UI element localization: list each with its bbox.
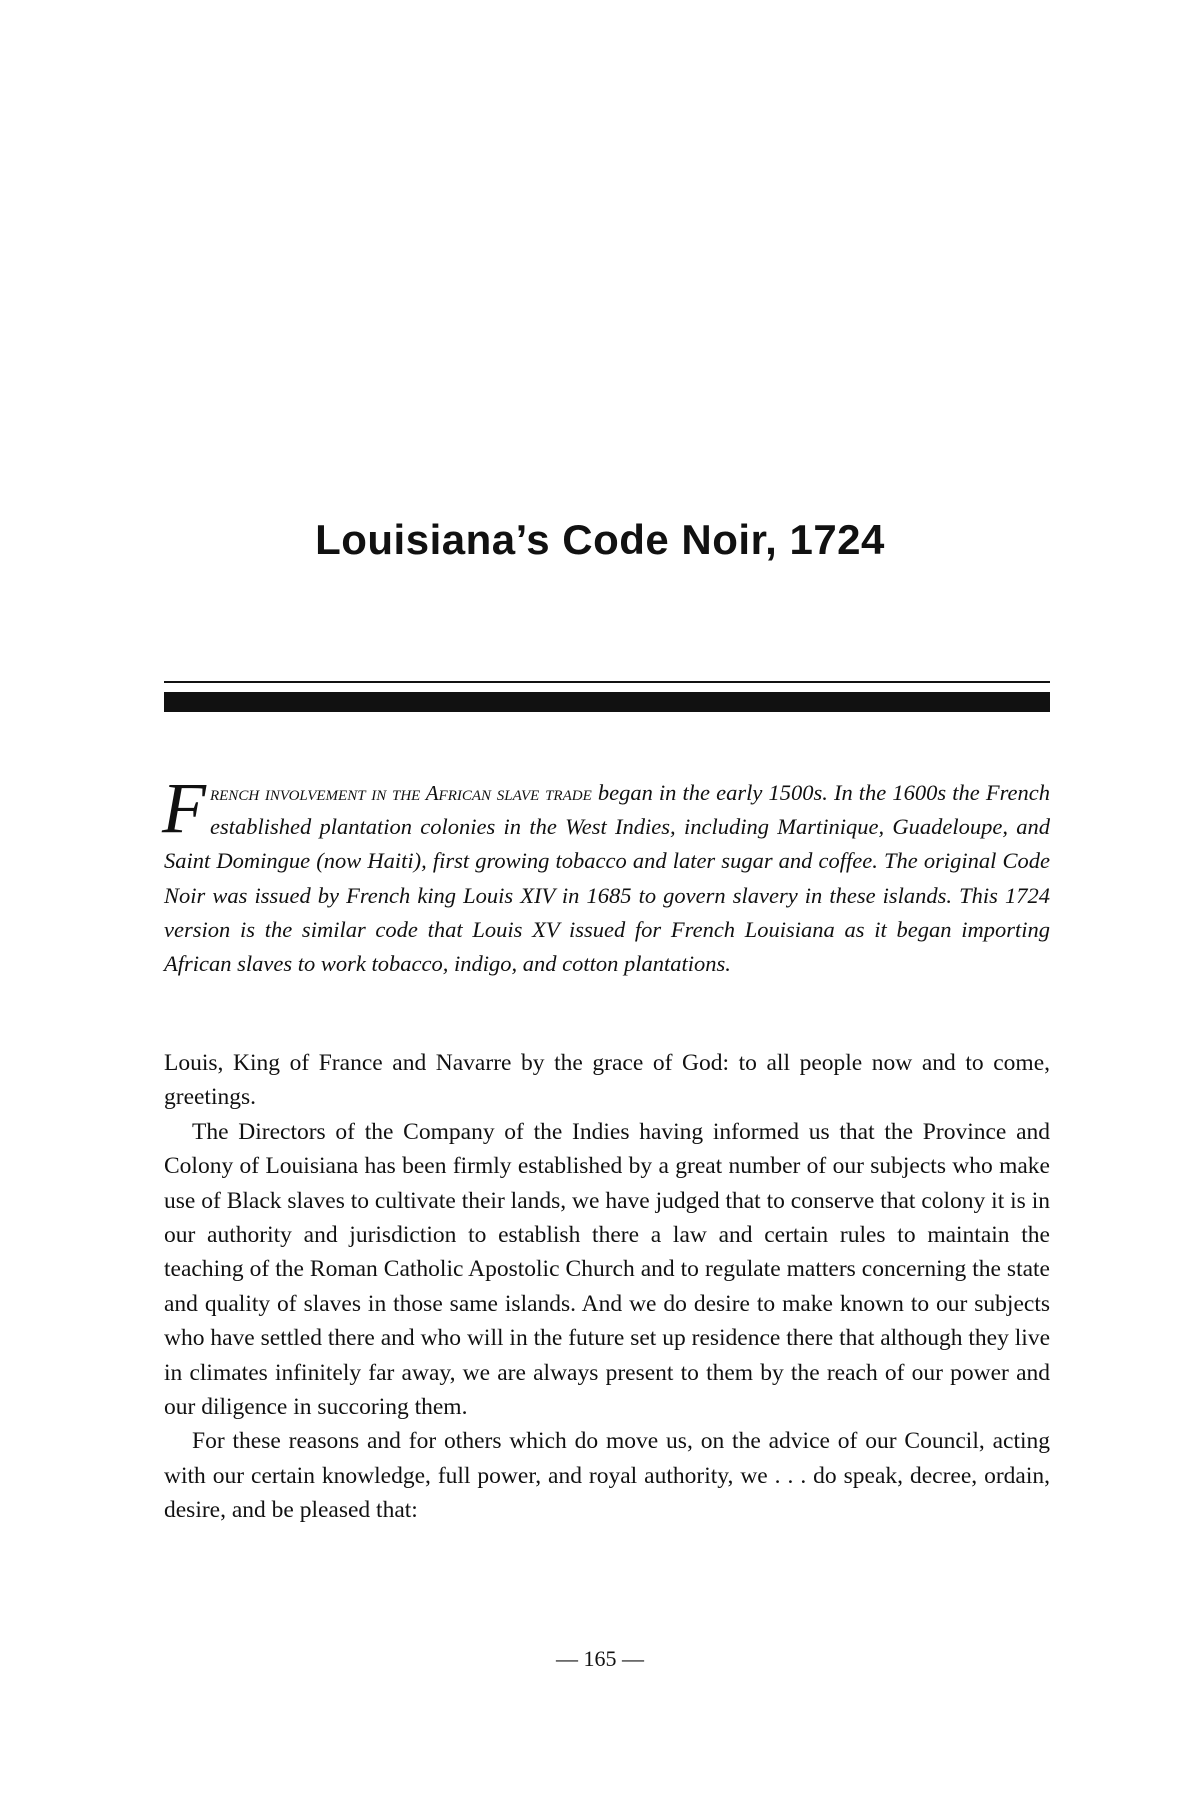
intro-smallcaps-lead: rench involvement in the African slave trade bbox=[209, 781, 592, 805]
body-paragraph-salutation: Louis, King of France and Navarre by the grace of God: to all people now and to come, greetings. bbox=[164, 1050, 1050, 1111]
drop-cap: F bbox=[162, 768, 206, 848]
page-title: Louisiana’s Code Noir, 1724 bbox=[315, 516, 885, 564]
title-rule-thin bbox=[164, 681, 1050, 683]
body-paragraph-directors: The Directors of the Company of the Indies having informed us that the Province and Colony of Louisiana has been firmly established by a great number of our subjects who make use of Black slaves to cultivate their lands, we have judged that to conserve that colony it is in our authority and jurisdiction to establish there a law and certain rules to maintain the teaching of the Roman Catholic Apostolic Church and to regulate matters concerning the state and quality of slaves in those same islands. And we do desire to make known to our subjects who have settled there and who will in the future set up residence there that although they live in climates infinitely far away, we are always present to them by the reach of our power and our diligence in succoring them. bbox=[164, 1118, 1050, 1421]
document-body bbox=[164, 1046, 1050, 1528]
title-rule-thick bbox=[164, 692, 1050, 712]
intro-paragraph bbox=[162, 768, 1050, 981]
intro-text: began in the early 1500s. In the 1600s the French established plantation colonies in the West Indies, including Martinique, Guadeloupe, and Saint Domingue (now Haiti), first growing tobacco and later sugar and coffee. The original Code Noir was issued by French king Louis XIV in 1685 to govern slavery in these islands. This 1724 version is the similar code that Louis XV issued for French Louisiana as it began importing African slaves to work tobacco, indigo, and cotton plantations. bbox=[164, 780, 1050, 977]
page-number: — 165 — bbox=[556, 1646, 644, 1671]
body-paragraph-decree: For these reasons and for others which do move us, on the advice of our Council, acting with our certain knowledge, full power, and royal authority, we . . . do speak, decree, ordain, desire, and be pleased that: bbox=[164, 1428, 1050, 1524]
